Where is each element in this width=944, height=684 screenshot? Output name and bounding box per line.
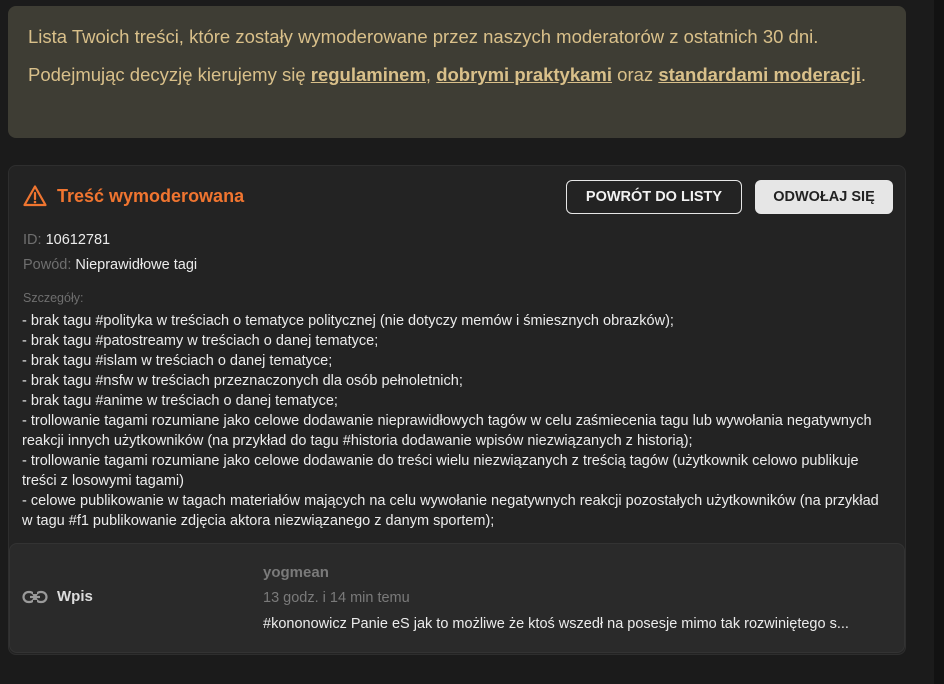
page-scrollbar[interactable] [934, 0, 944, 684]
details-item: - celowe publikowanie w tagach materiałów mających na celu wywołanie negatywnych reakcji pozostałych użytkowników (na przykład w tagu #f1 publikowanie zdjęcia aktora niezwiązanego z danym sportem); [22, 493, 879, 529]
info-line-2-prefix: Podejmując decyzję kierujemy się [28, 64, 311, 85]
moderated-content-card [8, 165, 906, 655]
id-label: ID: [23, 232, 42, 248]
info-line-2 [28, 62, 886, 88]
reason-value: Nieprawidłowe tagi [75, 257, 198, 273]
reason-label: Powód: [23, 257, 72, 273]
reason-row [23, 257, 197, 273]
moderated-post-preview[interactable] [9, 543, 905, 653]
card-title: Treść wymoderowana [57, 185, 245, 206]
info-line-1: Lista Twoich treści, które zostały wymoderowane przez naszych moderatorów z ostatnich 30 dni. [28, 26, 819, 47]
id-value: 10612781 [45, 232, 111, 248]
post-type-label: Wpis [57, 588, 93, 605]
details-item: - brak tagu #patostreamy w treściach o danej tematyce; [22, 333, 379, 349]
details-item: - trollowanie tagami rozumiane jako celowe dodawanie nieprawidłowych tagów w celu zaśmiecenia tagu lub wywołania negatywnych reakcji innych użytkowników (na przykład do tagu #historia dodawanie wpisów niezwiązanych z historią); [22, 413, 872, 449]
back-to-list-button[interactable]: POWRÓT DO LISTY [566, 180, 742, 214]
card-header [23, 184, 244, 208]
details-item: - trollowanie tagami rozumiane jako celowe dodawanie do treści wielu niezwiązanych z treścią tagów (użytkownik celowo publikuje treści z losowymi tagami) [22, 453, 859, 489]
post-timestamp: 13 godz. i 14 min temu [263, 590, 410, 606]
appeal-button[interactable]: ODWOŁAJ SIĘ [755, 180, 893, 214]
details-item: - brak tagu #anime w treściach o danej tematyce; [22, 393, 338, 409]
warning-triangle-icon [23, 184, 47, 208]
details-item: - brak tagu #nsfw w treściach przeznaczonych dla osób pełnoletnich; [22, 373, 463, 389]
details-item: - brak tagu #polityka w treściach o tematyce politycznej (nie dotyczy memów i śmiesznych obrazków); [22, 313, 674, 329]
id-row [23, 232, 110, 248]
details-list [22, 311, 892, 531]
rules-link[interactable]: regulaminem [310, 64, 426, 85]
details-label: Szczegóły: [23, 291, 84, 305]
link-icon [22, 589, 48, 605]
post-type [22, 588, 93, 605]
info-comma: , [425, 64, 437, 85]
moderation-info-banner [8, 6, 906, 138]
post-excerpt[interactable]: #kononowicz Panie eS jak to możliwe że ktoś wszedł na posesje mimo tak rozwiniętego s... [263, 616, 849, 632]
good-practices-link[interactable]: dobrymi praktykami [436, 64, 613, 85]
info-and: oraz [612, 64, 659, 85]
details-item: - brak tagu #islam w treściach o danej tematyce; [22, 353, 333, 369]
info-suffix: . [860, 64, 866, 85]
moderation-standards-link[interactable]: standardami moderacji [658, 64, 861, 85]
post-author[interactable]: yogmean [263, 564, 329, 581]
